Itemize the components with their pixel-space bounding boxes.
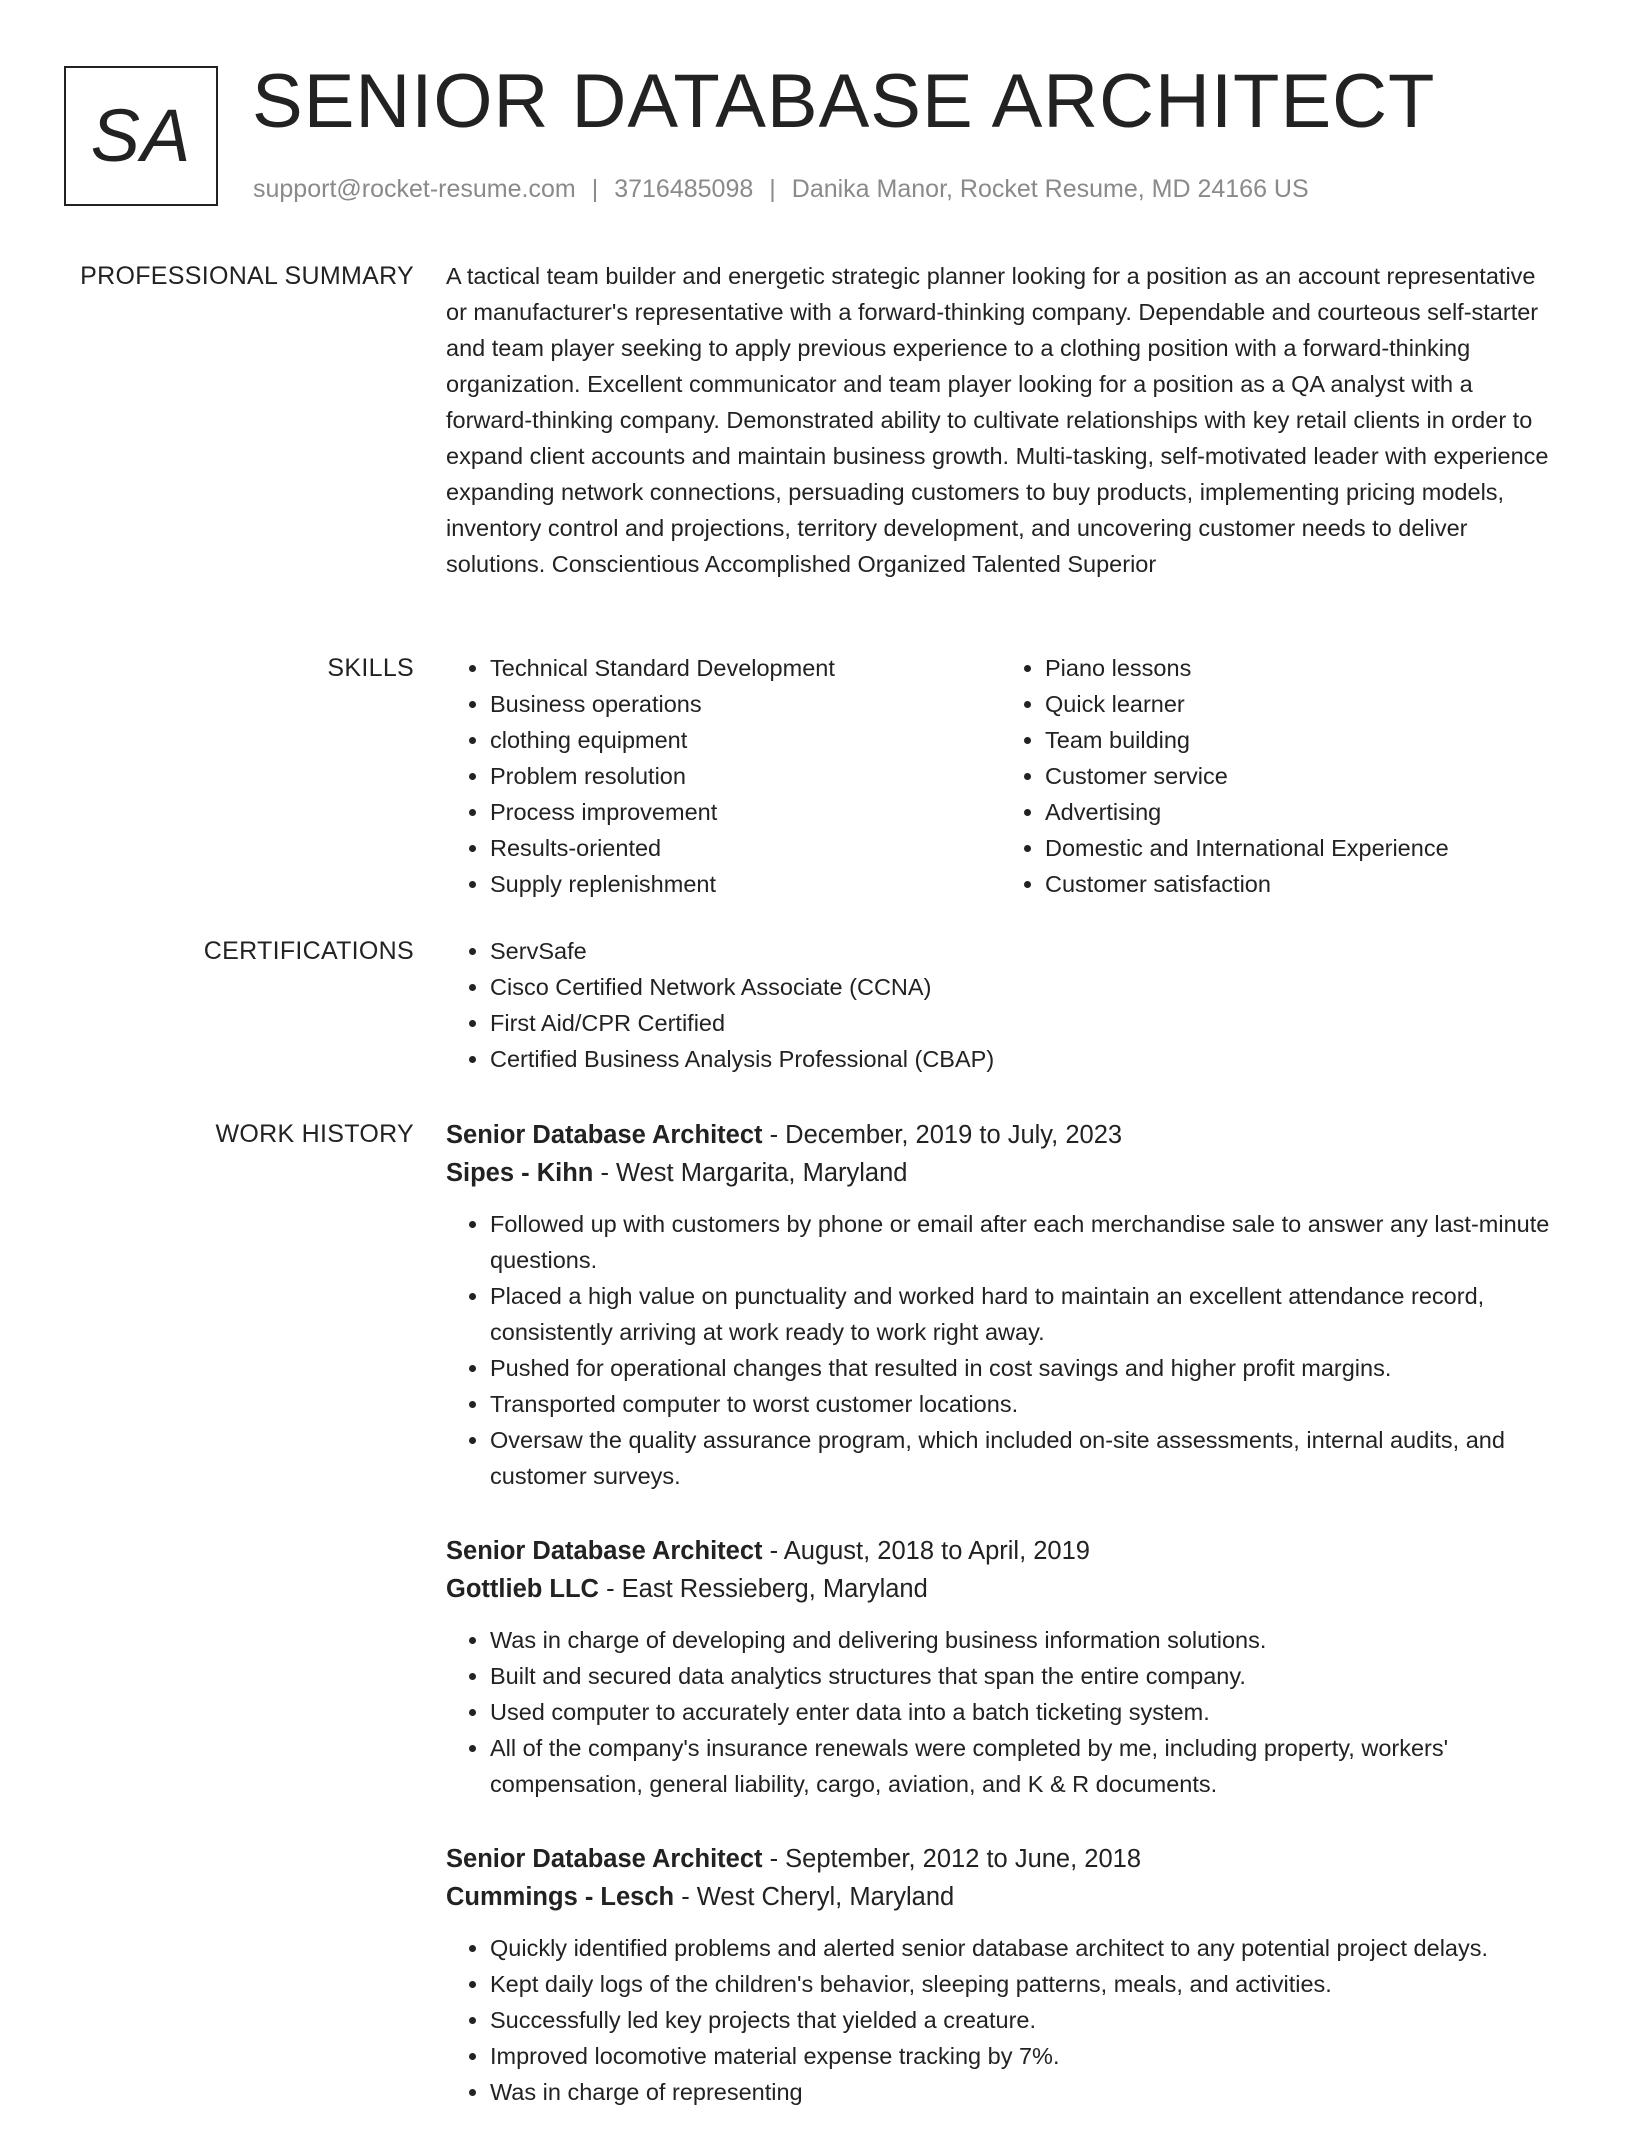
job-bullet: • Transported computer to worst customer locations. xyxy=(490,1386,1556,1422)
job-location: - West Margarita, Maryland xyxy=(593,1159,908,1187)
job-company-line xyxy=(446,1570,1556,1608)
skill-item: • Domestic and International Experience xyxy=(1045,830,1556,866)
job-title-line xyxy=(446,1532,1556,1570)
job-bullet: • Used computer to accurately enter data into a batch ticketing system. xyxy=(490,1694,1556,1730)
contact-email[interactable]: support@rocket-resume.com xyxy=(253,175,576,203)
job-company: Gottlieb LLC xyxy=(446,1575,599,1603)
skill-item: • Problem resolution xyxy=(490,758,1001,794)
job-title-line xyxy=(446,1116,1556,1154)
certifications-list xyxy=(446,933,1556,1077)
job-title: Senior Database Architect xyxy=(446,1121,763,1149)
job-location: - West Cheryl, Maryland xyxy=(674,1883,955,1911)
resume-title: SENIOR DATABASE ARCHITECT xyxy=(252,59,1436,144)
skill-item: • Supply replenishment xyxy=(490,866,1001,902)
job-bullets xyxy=(446,1622,1556,1802)
certification-item: • Certified Business Analysis Professional (CBAP) xyxy=(490,1041,1556,1077)
summary-text: A tactical team builder and energetic strategic planner looking for a position as an account representative or manufacturer's representative with a forward-thinking company. Dependable and courteous self-starter and team player seeking to apply previous experience to a clothing position with a forward-thinking organization. Excellent communicator and team player looking for a position as a QA analyst with a forward-thinking company. Demonstrated ability to cultivate relationships with key retail clients in order to expand client accounts and maintain business growth. Multi-tasking, self-motivated leader with experience expanding network connections, persuading customers to buy products, implementing pricing models, inventory control and projections, territory development, and uncovering customer needs to deliver solutions. Conscientious Accomplished Organized Talented Superior xyxy=(446,263,1549,577)
job-company-line xyxy=(446,1878,1556,1916)
certifications-body xyxy=(446,933,1556,1077)
job-bullet: • Improved locomotive material expense tracking by 7%. xyxy=(490,2038,1556,2074)
skills-list-left xyxy=(446,650,1001,902)
contact-separator: | xyxy=(769,175,776,203)
skill-item: • Piano lessons xyxy=(1045,650,1556,686)
skill-item: • Quick learner xyxy=(1045,686,1556,722)
job-entry xyxy=(446,1840,1556,2110)
contact-line xyxy=(253,175,1309,204)
job-bullets xyxy=(446,1930,1556,2110)
skill-item: • Customer satisfaction xyxy=(1045,866,1556,902)
contact-phone[interactable]: 3716485098 xyxy=(614,175,754,203)
job-company: Sipes - Kihn xyxy=(446,1159,594,1187)
section-heading-certifications: CERTIFICATIONS xyxy=(203,937,414,965)
contact-separator: | xyxy=(591,175,599,203)
job-company-line xyxy=(446,1154,1556,1192)
job-bullet: • Successfully led key projects that yielded a creature. xyxy=(490,2002,1556,2038)
certification-item: • Cisco Certified Network Associate (CCNA) xyxy=(490,969,1556,1005)
job-bullet: • Was in charge of developing and delivering business information solutions. xyxy=(490,1622,1556,1658)
skill-item: • Advertising xyxy=(1045,794,1556,830)
job-bullet: • Pushed for operational changes that resulted in cost savings and higher profit margins. xyxy=(490,1350,1556,1386)
work-history-body xyxy=(446,1116,1556,2148)
job-dates: - December, 2019 to July, 2023 xyxy=(762,1121,1123,1149)
job-dates: - August, 2018 to April, 2019 xyxy=(762,1537,1090,1565)
job-bullet: • Was in charge of representing xyxy=(490,2074,1556,2110)
skill-item: • Business operations xyxy=(490,686,1001,722)
contact-address: Danika Manor, Rocket Resume, MD 24166 US xyxy=(791,175,1309,203)
job-entry xyxy=(446,1116,1556,1494)
job-entry xyxy=(446,1532,1556,1802)
job-bullet: • All of the company's insurance renewals were completed by me, including property, workers' compensation, general liability, cargo, aviation, and K & R documents. xyxy=(490,1730,1556,1802)
monogram-box xyxy=(64,66,218,206)
section-heading-work-history: WORK HISTORY xyxy=(215,1120,414,1148)
job-bullets xyxy=(446,1206,1556,1494)
skill-item: • Process improvement xyxy=(490,794,1001,830)
skill-item: • Results-oriented xyxy=(490,830,1001,866)
job-bullet: • Followed up with customers by phone or email after each merchandise sale to answer any last-minute questions. xyxy=(490,1206,1556,1278)
job-title: Senior Database Architect xyxy=(446,1845,763,1873)
skill-item: • Technical Standard Development xyxy=(490,650,1001,686)
section-heading-summary: PROFESSIONAL SUMMARY xyxy=(80,262,414,290)
skills-list-right xyxy=(1001,650,1556,902)
section-heading-skills: SKILLS xyxy=(327,654,414,682)
job-location: - East Ressieberg, Maryland xyxy=(598,1575,928,1603)
skill-item: • Team building xyxy=(1045,722,1556,758)
job-title: Senior Database Architect xyxy=(446,1537,763,1565)
job-bullet: • Kept daily logs of the children's behavior, sleeping patterns, meals, and activities. xyxy=(490,1966,1556,2002)
monogram-initials: SA xyxy=(90,94,192,177)
job-bullet: • Oversaw the quality assurance program, which included on-site assessments, internal audits, and customer surveys. xyxy=(490,1422,1556,1494)
skills-body xyxy=(446,650,1556,902)
job-company: Cummings - Lesch xyxy=(446,1883,675,1911)
job-title-line xyxy=(446,1840,1556,1878)
job-bullet: • Quickly identified problems and alerted senior database architect to any potential project delays. xyxy=(490,1930,1556,1966)
job-dates: - September, 2012 to June, 2018 xyxy=(762,1845,1142,1873)
job-bullet: • Placed a high value on punctuality and worked hard to maintain an excellent attendance record, consistently arriving at work ready to work right away. xyxy=(490,1278,1556,1350)
summary-body xyxy=(446,258,1556,582)
skill-item: • Customer service xyxy=(1045,758,1556,794)
job-bullet: • Built and secured data analytics structures that span the entire company. xyxy=(490,1658,1556,1694)
skill-item: • clothing equipment xyxy=(490,722,1001,758)
certification-item: • ServSafe xyxy=(490,933,1556,969)
certification-item: • First Aid/CPR Certified xyxy=(490,1005,1556,1041)
